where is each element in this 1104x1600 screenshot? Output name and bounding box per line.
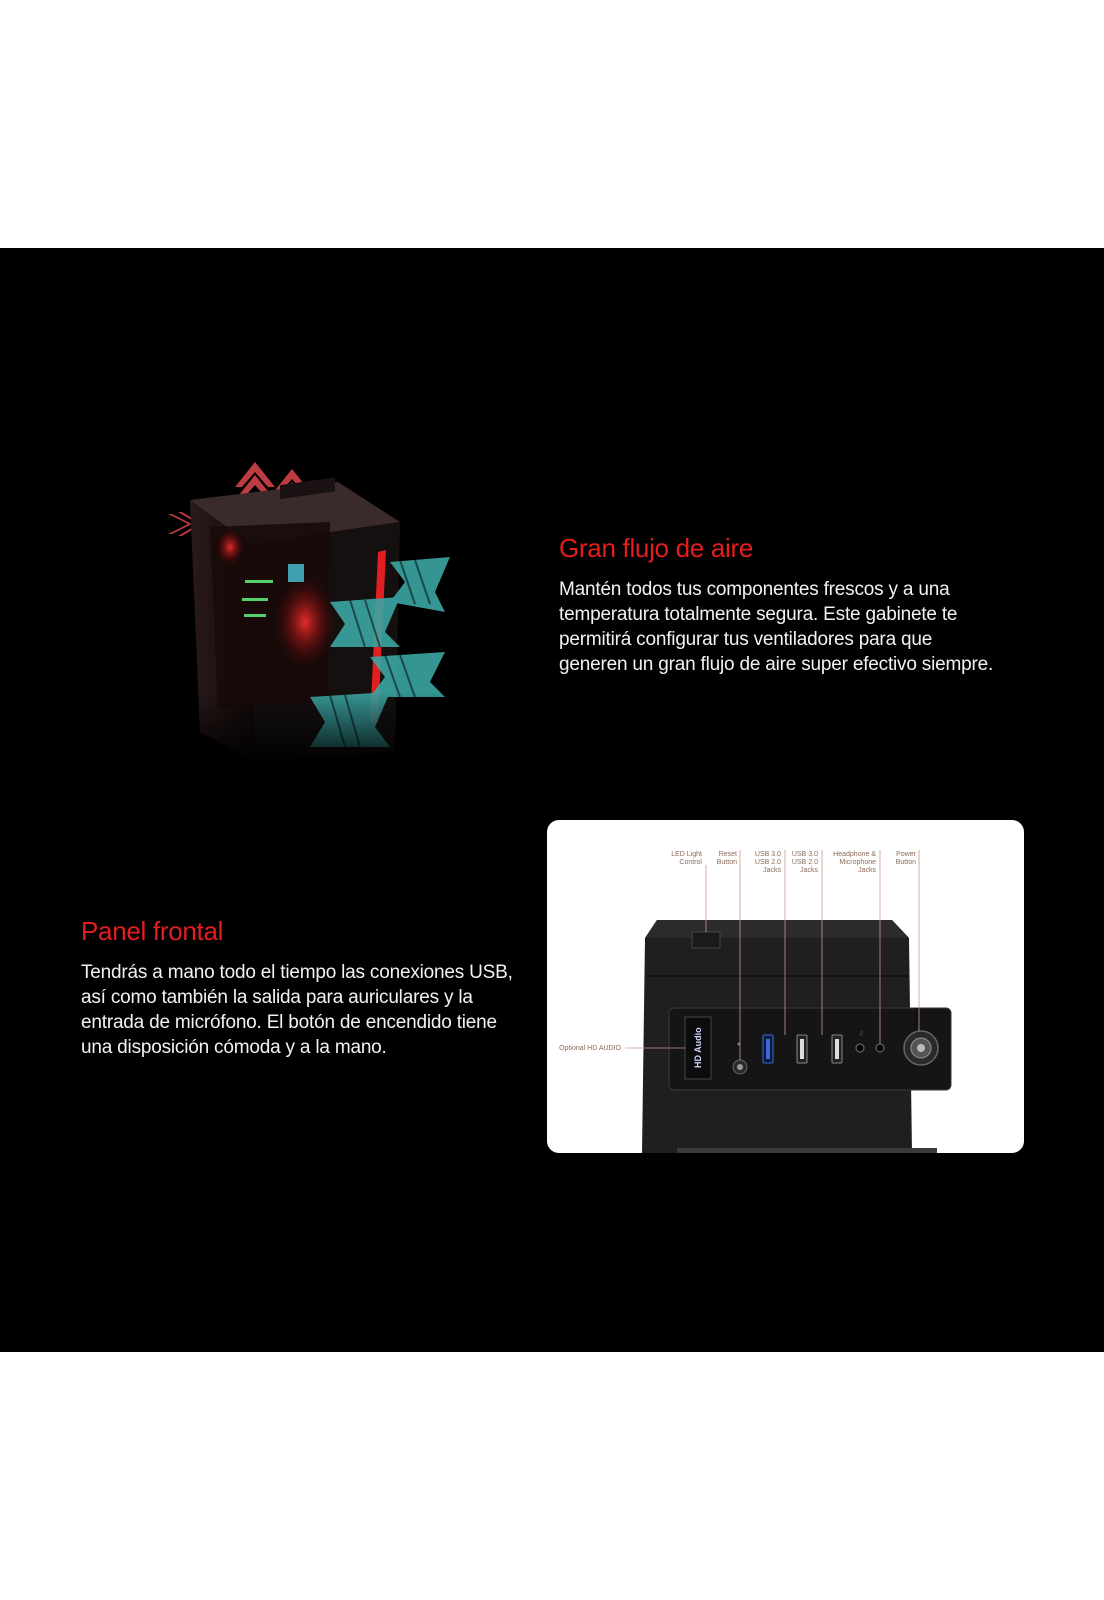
reset-button-label: Reset [718, 851, 737, 858]
hd-audio-badge: HD Audio [693, 1027, 703, 1068]
svg-text:Control: Control [679, 859, 702, 866]
optional-hd-audio-label: Optional HD AUDIO [559, 1045, 621, 1052]
front-panel-diagram [547, 820, 1024, 1153]
svg-text:Jacks: Jacks [858, 867, 876, 874]
usb-jacks-label-a: USB 3.0 [754, 851, 781, 858]
airflow-description: Mantén todos tus componentes frescos y a una temperatura totalmente segura. Este gabinete te permitirá configurar tus ventiladores para que generen un gran flujo de aire super efectivo siempre. [559, 579, 994, 675]
svg-text:USB 2.0: USB 2.0 [791, 859, 818, 866]
led-light-control-label: LED Light [671, 851, 702, 858]
airflow-heading: Gran flujo de aire [559, 533, 754, 563]
svg-text:Jacks: Jacks [763, 867, 781, 874]
svg-text:USB 2.0: USB 2.0 [754, 859, 781, 866]
svg-text:Microphone: Microphone [839, 859, 876, 866]
headphone-microphone-label: Headphone & [833, 851, 876, 858]
dark-feature-band [0, 248, 1104, 1352]
power-button-label: Power [896, 851, 916, 858]
svg-text:Button: Button [716, 859, 737, 866]
svg-text:Jacks: Jacks [800, 867, 818, 874]
airflow-case-graphic [160, 452, 470, 772]
svg-text:♫: ♫ [859, 1031, 864, 1037]
airflow-case-illustration [160, 452, 470, 772]
front-panel-description: Tendrás a mano todo el tiempo las conexiones USB, así como también la salida para auriculares y la entrada de micrófono. El botón de encendido tiene una disposición cómoda y a la mano. [81, 962, 513, 1058]
svg-text:Button: Button [895, 859, 916, 866]
usb-jacks-label-b: USB 3.0 [791, 851, 818, 858]
front-panel-heading: Panel frontal [81, 916, 224, 946]
front-panel-photo [547, 820, 1024, 1153]
